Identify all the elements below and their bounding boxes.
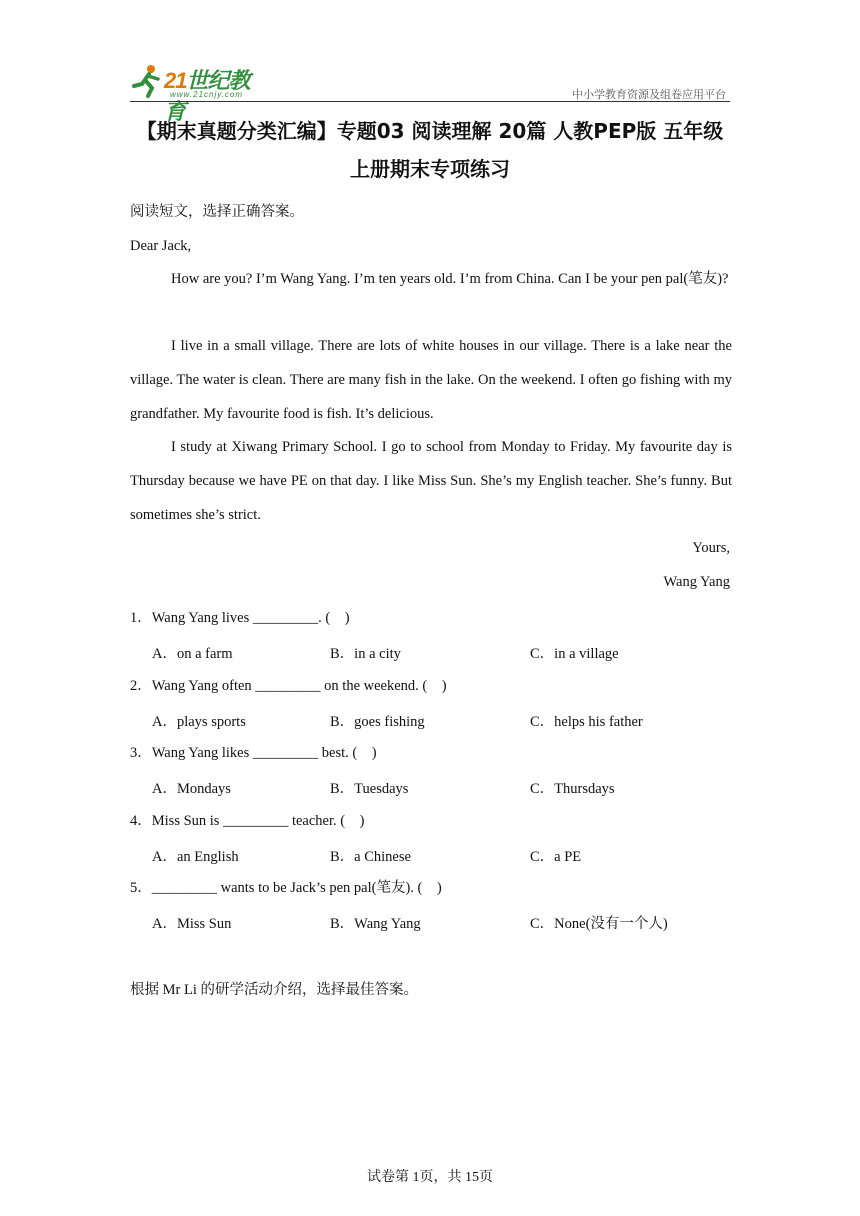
q3-option-c: C．Thursdays bbox=[530, 781, 615, 797]
page-title: 【期末真题分类汇编】专题03 阅读理解 20篇 人教PEP版 五年级上册期末专项练习 bbox=[136, 119, 724, 181]
q5-option-a: A．Miss Sun bbox=[152, 916, 232, 932]
q5-option-b: B．Wang Yang bbox=[330, 916, 421, 932]
q1-option-c: C．in a village bbox=[530, 646, 619, 662]
q2-option-b: B．goes fishing bbox=[330, 714, 425, 730]
letter-paragraph-2: I live in a small village. There are lots of white houses in our village. There is a lake near the village. The water is clean. There are many fish in the lake. On the weekend. I often go fishing with my grandfather. My favourite food is fish. It’s delicious. bbox=[130, 338, 732, 422]
header-divider bbox=[130, 101, 730, 102]
q4-option-c: C．a PE bbox=[530, 849, 582, 865]
runner-icon bbox=[130, 64, 164, 98]
q2-option-c: C．helps his father bbox=[530, 714, 643, 730]
q4-option-a: A．an English bbox=[152, 849, 239, 865]
instruction-research: 根据 Mr Li 的研学活动介绍，选择最佳答案。 bbox=[130, 982, 418, 998]
question-4: 4．Miss Sun is _________ teacher. ( ) bbox=[130, 813, 365, 829]
site-logo bbox=[130, 62, 270, 124]
q4-option-b: B．a Chinese bbox=[330, 849, 411, 865]
letter-paragraph-1: How are you? I’m Wang Yang. I’m ten years old. I’m from China. Can I be your pen pal(笔友)? bbox=[171, 271, 729, 287]
page-footer: 试卷第 1页，共 15页 bbox=[367, 1170, 493, 1185]
q5-option-c: C．None(没有一个人) bbox=[530, 916, 668, 932]
question-1: 1．Wang Yang lives _________. ( ) bbox=[130, 610, 350, 626]
logo-url: www.21cnjy.com bbox=[170, 90, 243, 99]
q1-option-a: A．on a farm bbox=[152, 646, 233, 662]
logo-brand: 21世纪教育 bbox=[164, 68, 250, 124]
page-header bbox=[130, 62, 730, 124]
q3-option-a: A．Mondays bbox=[152, 781, 231, 797]
question-5: 5．_________ wants to be Jack’s pen pal(笔友). ( ) bbox=[130, 880, 442, 896]
letter-paragraph-3: I study at Xiwang Primary School. I go to school from Monday to Friday. My favourite day is Thursday because we have PE on that day. I like Miss Sun. She’s my English teacher. She’s funny. But sometimes she’s strict. bbox=[130, 439, 732, 523]
question-3: 3．Wang Yang likes _________ best. ( ) bbox=[130, 745, 377, 761]
letter-signature: Wang Yang bbox=[663, 574, 730, 590]
q1-option-b: B．in a city bbox=[330, 646, 401, 662]
instruction-reading: 阅读短文，选择正确答案。 bbox=[130, 204, 304, 220]
question-2: 2．Wang Yang often _________ on the weekend. ( ) bbox=[130, 678, 447, 694]
header-tagline: 中小学教育资源及组卷应用平台 bbox=[572, 88, 726, 101]
q3-option-b: B．Tuesdays bbox=[330, 781, 409, 797]
q2-option-a: A．plays sports bbox=[152, 714, 246, 730]
letter-greeting: Dear Jack, bbox=[130, 238, 192, 254]
letter-closing: Yours, bbox=[692, 540, 730, 556]
